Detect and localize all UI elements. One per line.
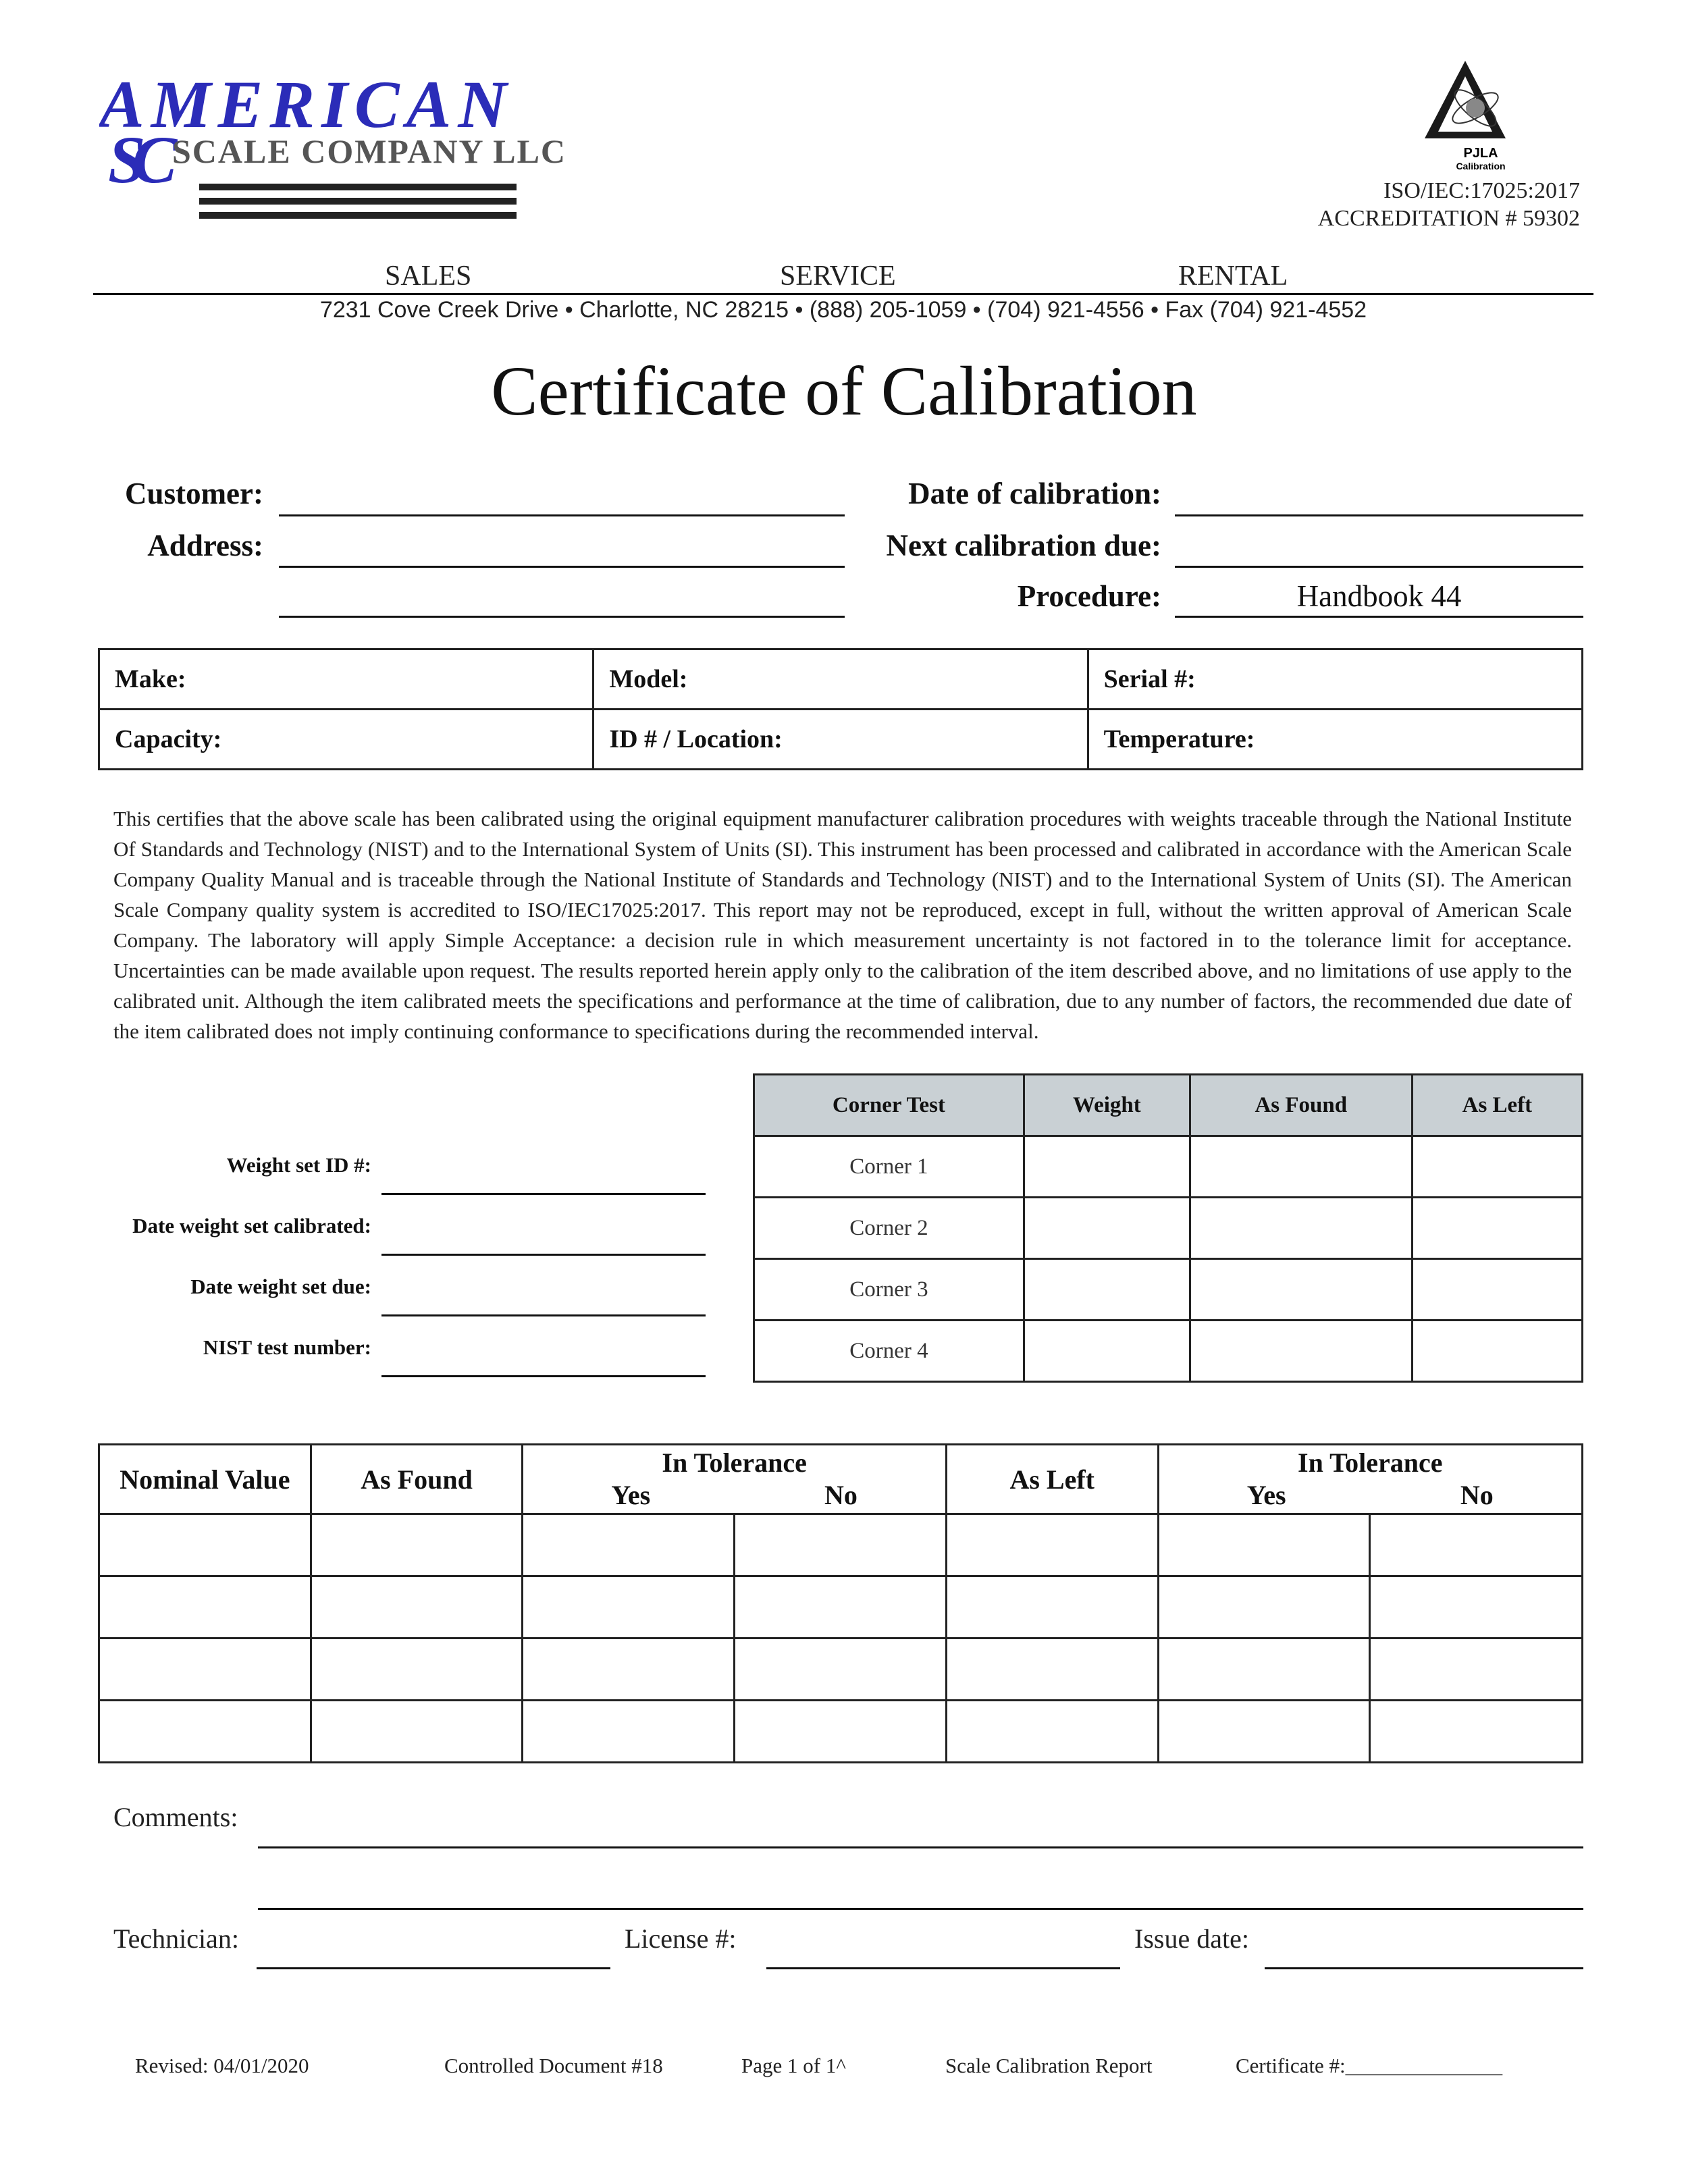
weight-set-calibrated-field[interactable] — [381, 1254, 706, 1256]
as-found-cell[interactable] — [1190, 1198, 1412, 1259]
make-cell[interactable]: Make: — [99, 649, 594, 710]
accreditation-text — [1317, 177, 1580, 232]
tol-no-cell[interactable] — [735, 1514, 947, 1576]
header-divider — [93, 293, 1593, 295]
as-left-cell[interactable] — [946, 1514, 1158, 1576]
header-as-found: As Found — [311, 1445, 523, 1514]
nominal-cell[interactable] — [99, 1514, 311, 1576]
weight-cell[interactable] — [1024, 1259, 1190, 1321]
as-left-cell[interactable] — [1412, 1198, 1582, 1259]
nominal-cell[interactable] — [99, 1576, 311, 1639]
certification-statement: This certifies that the above scale has been calibrated using the original equipment manufacturer calibration procedures with weights traceable through the National Institute Of Standards and Technology (NIST) and to the International System of Units (SI). This instrument has been processed and calibrated in accordance with the American Scale Company Quality Manual and is traceable through the National Institute of Standards and Technology (NIST) and to the International System of Units (SI). The American Scale Company quality system is accredited to ISO/IEC17025:2017. This report may not be reproduced, except in full, without the written approval of American Scale Company. The laboratory will apply Simple Acceptance: a decision rule in which measurement uncertainty is not factored in to the tolerance limit for acceptance. Uncertainties can be made available upon request. The results reported herein apply only to the calibration of the item described above, and no limitations of use apply to the calibrated unit. Although the item calibrated meets the specifications and performance at the time of calibration, due to any number of factors, the recommended due date of the item calibrated does not imply continuing conformance to specifications during the recommended interval. — [113, 807, 1572, 1043]
tol-yes-cell[interactable] — [1158, 1639, 1370, 1701]
table-row — [99, 1514, 1583, 1576]
table-row — [754, 1198, 1583, 1259]
tol-yes-cell[interactable] — [523, 1576, 735, 1639]
as-left-cell[interactable] — [1412, 1259, 1582, 1321]
technician-label: Technician: — [113, 1923, 239, 1954]
corner-label: Corner 3 — [754, 1259, 1024, 1321]
as-found-cell[interactable] — [311, 1639, 523, 1701]
header-weight: Weight — [1024, 1075, 1190, 1136]
table-row — [99, 710, 1583, 770]
table-header-row — [754, 1075, 1583, 1136]
serial-cell[interactable]: Serial #: — [1088, 649, 1582, 710]
nominal-cell[interactable] — [99, 1639, 311, 1701]
tol-no-cell[interactable] — [1370, 1514, 1583, 1576]
header-as-found: As Found — [1190, 1075, 1412, 1136]
tol-yes-cell[interactable] — [523, 1514, 735, 1576]
footer-revised: Revised: 04/01/2020 — [135, 2054, 309, 2077]
service-service: SERVICE — [780, 261, 896, 292]
in-tolerance-label: In Tolerance — [1298, 1447, 1443, 1478]
tol-yes-cell[interactable] — [523, 1639, 735, 1701]
logo-initials: SC — [108, 128, 164, 197]
id-location-cell[interactable]: ID # / Location: — [594, 710, 1088, 770]
as-found-cell[interactable] — [311, 1576, 523, 1639]
header-as-left: As Left — [1412, 1075, 1582, 1136]
weight-cell[interactable] — [1024, 1136, 1190, 1198]
weight-cell[interactable] — [1024, 1321, 1190, 1382]
tol-no-cell[interactable] — [735, 1701, 947, 1763]
nist-test-number-label: NIST test number: — [203, 1335, 371, 1359]
customer-field[interactable] — [279, 514, 845, 516]
customer-label: Customer: — [125, 477, 263, 510]
tol-no-cell[interactable] — [1370, 1701, 1583, 1763]
no-label: No — [824, 1480, 858, 1510]
header-in-tolerance-found — [523, 1445, 946, 1514]
technician-field[interactable] — [257, 1967, 610, 1969]
accreditation-number: ACCREDITATION # 59302 — [1317, 206, 1580, 231]
comments-label: Comments: — [113, 1802, 238, 1832]
license-field[interactable] — [766, 1967, 1120, 1969]
temperature-cell[interactable]: Temperature: — [1088, 710, 1582, 770]
date-of-calibration-label: Date of calibration: — [908, 477, 1161, 510]
corner-label: Corner 1 — [754, 1136, 1024, 1198]
date-of-calibration-field[interactable] — [1175, 514, 1583, 516]
header-nominal-value: Nominal Value — [99, 1445, 311, 1514]
tol-yes-cell[interactable] — [1158, 1514, 1370, 1576]
weight-set-id-label: Weight set ID #: — [226, 1153, 371, 1177]
tol-no-cell[interactable] — [735, 1576, 947, 1639]
model-cell[interactable]: Model: — [594, 649, 1088, 710]
as-found-cell[interactable] — [1190, 1259, 1412, 1321]
weight-set-calibrated-label: Date weight set calibrated: — [132, 1214, 371, 1237]
procedure-field[interactable] — [1175, 616, 1583, 618]
table-row — [99, 1639, 1583, 1701]
tol-yes-cell[interactable] — [1158, 1701, 1370, 1763]
logo-company-line: SCALE COMPANY LLC — [172, 132, 567, 170]
table-row — [754, 1259, 1583, 1321]
table-row — [99, 649, 1583, 710]
table-row — [754, 1321, 1583, 1382]
tol-no-cell[interactable] — [735, 1639, 947, 1701]
iso-standard: ISO/IEC:17025:2017 — [1383, 178, 1580, 203]
as-left-cell[interactable] — [946, 1701, 1158, 1763]
nominal-cell[interactable] — [99, 1701, 311, 1763]
footer-controlled-document: Controlled Document #18 — [444, 2054, 663, 2077]
nist-test-number-field[interactable] — [381, 1375, 706, 1377]
issue-date-label: Issue date: — [1134, 1923, 1249, 1954]
header-as-left: As Left — [946, 1445, 1158, 1514]
company-address: 7231 Cove Creek Drive • Charlotte, NC 28215 • (888) 205-1059 • (704) 921-4556 • Fax (704) 921-4552 — [319, 297, 1367, 323]
corner-test-table — [753, 1073, 1583, 1383]
capacity-cell[interactable]: Capacity: — [99, 710, 594, 770]
table-row — [99, 1576, 1583, 1639]
as-found-cell[interactable] — [311, 1514, 523, 1576]
table-row — [99, 1701, 1583, 1763]
logo-stripes — [199, 184, 517, 226]
comments-field-line1[interactable] — [258, 1846, 1583, 1848]
weight-set-due-field[interactable] — [381, 1314, 706, 1316]
yes-label: Yes — [1246, 1480, 1286, 1510]
footer-certificate-number: Certificate #:_______________ — [1236, 2054, 1503, 2077]
header-corner-test: Corner Test — [754, 1075, 1024, 1136]
service-rental: RENTAL — [1178, 261, 1288, 292]
service-sales: SALES — [385, 261, 472, 292]
header-in-tolerance-left — [1158, 1445, 1582, 1514]
tol-yes-cell[interactable] — [523, 1701, 735, 1763]
as-found-cell[interactable] — [1190, 1136, 1412, 1198]
as-left-cell[interactable] — [946, 1639, 1158, 1701]
pjla-badge-sub: Calibration — [1456, 161, 1506, 171]
pjla-badge-name: PJLA — [1463, 146, 1498, 161]
table-header-row — [99, 1445, 1583, 1514]
page-title: Certificate of Calibration — [491, 352, 1197, 430]
logo-brand-name: AMERICAN — [99, 68, 514, 135]
procedure-label: Procedure: — [1017, 579, 1161, 613]
license-label: License #: — [625, 1923, 737, 1954]
corner-label: Corner 2 — [754, 1198, 1024, 1259]
next-calibration-due-label: Next calibration due: — [886, 529, 1161, 562]
address-label: Address: — [147, 529, 263, 562]
weight-cell[interactable] — [1024, 1198, 1190, 1259]
as-left-cell[interactable] — [946, 1576, 1158, 1639]
procedure-value: Handbook 44 — [1296, 579, 1462, 613]
footer-report-name: Scale Calibration Report — [945, 2054, 1153, 2077]
as-left-cell[interactable] — [1412, 1321, 1582, 1382]
yes-label: Yes — [611, 1480, 651, 1510]
weight-set-due-label: Date weight set due: — [190, 1275, 371, 1298]
tol-no-cell[interactable] — [1370, 1639, 1583, 1701]
address-field-line1[interactable] — [279, 566, 845, 568]
tol-yes-cell[interactable] — [1158, 1576, 1370, 1639]
company-logo-wordmark — [99, 68, 518, 135]
footer-page-number: Page 1 of 1^ — [741, 2054, 846, 2077]
weight-set-id-field[interactable] — [381, 1193, 706, 1195]
in-tolerance-label: In Tolerance — [662, 1447, 807, 1478]
address-field-line2[interactable] — [279, 616, 845, 618]
no-label: No — [1460, 1480, 1494, 1510]
tol-no-cell[interactable] — [1370, 1576, 1583, 1639]
nominal-value-table — [98, 1443, 1583, 1763]
issue-date-field[interactable] — [1265, 1967, 1583, 1969]
corner-label: Corner 4 — [754, 1321, 1024, 1382]
next-calibration-due-field[interactable] — [1175, 566, 1583, 568]
pjla-accreditation-badge — [1411, 57, 1529, 176]
as-left-cell[interactable] — [1412, 1136, 1582, 1198]
scale-info-table — [98, 648, 1583, 770]
as-found-cell[interactable] — [311, 1701, 523, 1763]
as-found-cell[interactable] — [1190, 1321, 1412, 1382]
comments-field-line2[interactable] — [258, 1908, 1583, 1910]
table-row — [754, 1136, 1583, 1198]
